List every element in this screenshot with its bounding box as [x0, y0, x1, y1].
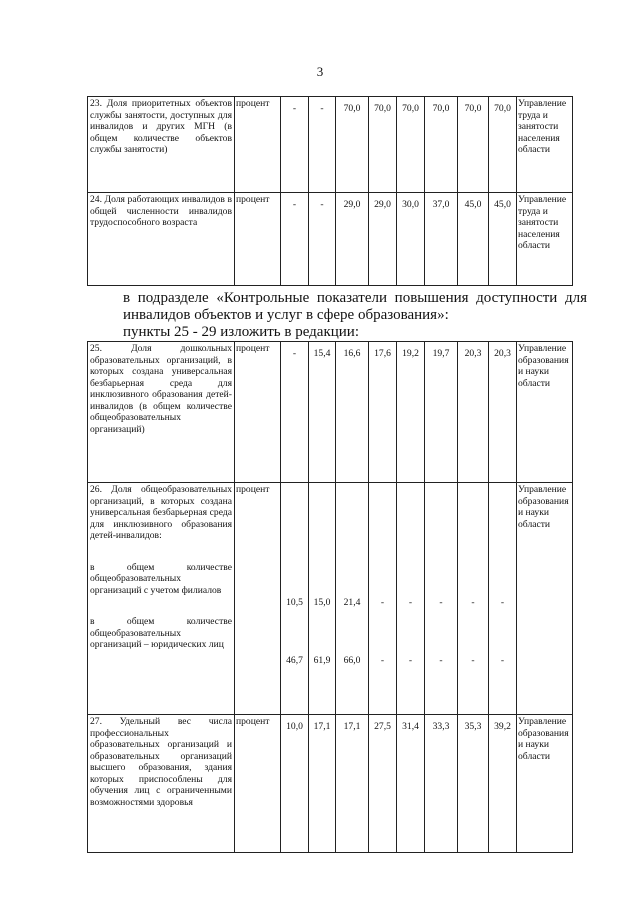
value-sub1: -	[500, 597, 505, 608]
value-sub2: 66,0	[343, 654, 361, 666]
value-cell: 70,0	[458, 97, 489, 193]
indicator-description: 24. Доля работающих инвалидов в общей численности инвалидов трудоспособного возраста	[88, 193, 235, 286]
value-cell: 70,0	[336, 97, 369, 193]
indicator-description: 25. Доля дошкольных образовательных организаций, в которых создана универсальная безбарьерная среда для инклюзивного образования детей-инвалидов (в общем количестве общеобразовательных организаций)	[88, 342, 235, 483]
amendment-paragraph	[89, 290, 587, 341]
value-sub1: 15,0	[313, 597, 331, 608]
unit-cell: процент	[235, 483, 281, 715]
value-cell	[369, 483, 397, 715]
value-cell: 37,0	[425, 193, 458, 286]
value-sub2: -	[380, 654, 385, 666]
value-cell: 10,0	[281, 715, 309, 853]
value-cell: 70,0	[425, 97, 458, 193]
value-cell: 35,3	[458, 715, 489, 853]
indicator-description	[88, 483, 235, 715]
value-cell: 70,0	[369, 97, 397, 193]
amendment-text-line2: пункты 25 - 29 изложить в редакции:	[123, 324, 359, 340]
table-row	[88, 193, 573, 286]
table-row	[88, 483, 573, 715]
value-cell: 29,0	[369, 193, 397, 286]
indicator-26-heading: 26. Доля общеобразовательных организаций, в которых создана универсальная безбарьерная среда для инклюзивного образования детей-инвалидов:	[90, 484, 232, 541]
value-cell	[425, 483, 458, 715]
value-cell: 29,0	[336, 193, 369, 286]
table-row	[88, 97, 573, 193]
value-cell: 39,2	[489, 715, 517, 853]
indicators-table-top	[87, 96, 573, 286]
indicator-26-sub-legal: в общем количестве общеобразовательных организаций – юридических лиц	[90, 616, 232, 650]
value-sub2: 61,9	[313, 654, 331, 666]
unit-cell: процент	[235, 715, 281, 853]
value-sub2: 46,7	[286, 654, 303, 666]
value-cell: 20,3	[458, 342, 489, 483]
value-cell: -	[281, 193, 309, 286]
responsible-cell: Управление труда и занятости населения области	[517, 97, 573, 193]
value-sub1: -	[380, 597, 385, 608]
indicator-description: 27. Удельный вес числа профессиональных образовательных организаций и образовательных организаций высшего образования, здания которых приспособлены для обучения лиц с ограниченными возможностями здоровья	[88, 715, 235, 853]
amendment-text-line1: в подразделе «Контрольные показатели повышения доступности для инвалидов объектов и услуг в сфере образования»:	[123, 290, 587, 323]
responsible-cell: Управление труда и занятости населения области	[517, 193, 573, 286]
value-sub1: -	[408, 597, 413, 608]
value-cell: 45,0	[489, 193, 517, 286]
value-cell: 45,0	[458, 193, 489, 286]
value-cell: 31,4	[397, 715, 425, 853]
indicator-26-sub-branches: в общем количестве общеобразовательных организаций с учетом филиалов	[90, 561, 232, 596]
responsible-cell: Управление образования и науки области	[517, 715, 573, 853]
value-cell: -	[281, 342, 309, 483]
unit-cell: процент	[235, 97, 281, 193]
value-cell: 17,1	[336, 715, 369, 853]
page-number: 3	[316, 64, 324, 79]
value-sub2: -	[500, 654, 505, 666]
value-cell: -	[309, 97, 336, 193]
value-cell	[309, 483, 336, 715]
value-cell: 33,3	[425, 715, 458, 853]
value-cell	[458, 483, 489, 715]
unit-cell: процент	[235, 193, 281, 286]
value-cell	[397, 483, 425, 715]
value-cell: 19,2	[397, 342, 425, 483]
value-cell: 70,0	[489, 97, 517, 193]
value-cell	[336, 483, 369, 715]
value-cell	[281, 483, 309, 715]
value-sub2: -	[471, 654, 475, 666]
value-sub1: 10,5	[286, 597, 303, 608]
value-sub1: 21,4	[343, 597, 361, 608]
value-sub2: -	[439, 654, 443, 666]
indicator-description: 23. Доля приоритетных объектов службы занятости, доступных для инвалидов и других МГН (в общем количестве объектов службы занятости)	[88, 97, 235, 193]
table-row	[88, 715, 573, 853]
responsible-cell: Управление образования и науки области	[517, 342, 573, 483]
responsible-cell: Управление образования и науки области	[517, 483, 573, 715]
value-cell	[489, 483, 517, 715]
table-row	[88, 342, 573, 483]
indicators-table-bottom	[87, 341, 573, 853]
value-cell: 27,5	[369, 715, 397, 853]
value-sub1: -	[439, 597, 443, 608]
value-cell: -	[309, 193, 336, 286]
value-cell: 17,1	[309, 715, 336, 853]
value-cell: 20,3	[489, 342, 517, 483]
value-cell: -	[281, 97, 309, 193]
value-cell: 16,6	[336, 342, 369, 483]
value-cell: 17,6	[369, 342, 397, 483]
value-sub2: -	[408, 654, 413, 666]
value-cell: 30,0	[397, 193, 425, 286]
value-cell: 19,7	[425, 342, 458, 483]
value-cell: 15,4	[309, 342, 336, 483]
value-sub1: -	[471, 597, 475, 608]
value-cell: 70,0	[397, 97, 425, 193]
unit-cell: процент	[235, 342, 281, 483]
